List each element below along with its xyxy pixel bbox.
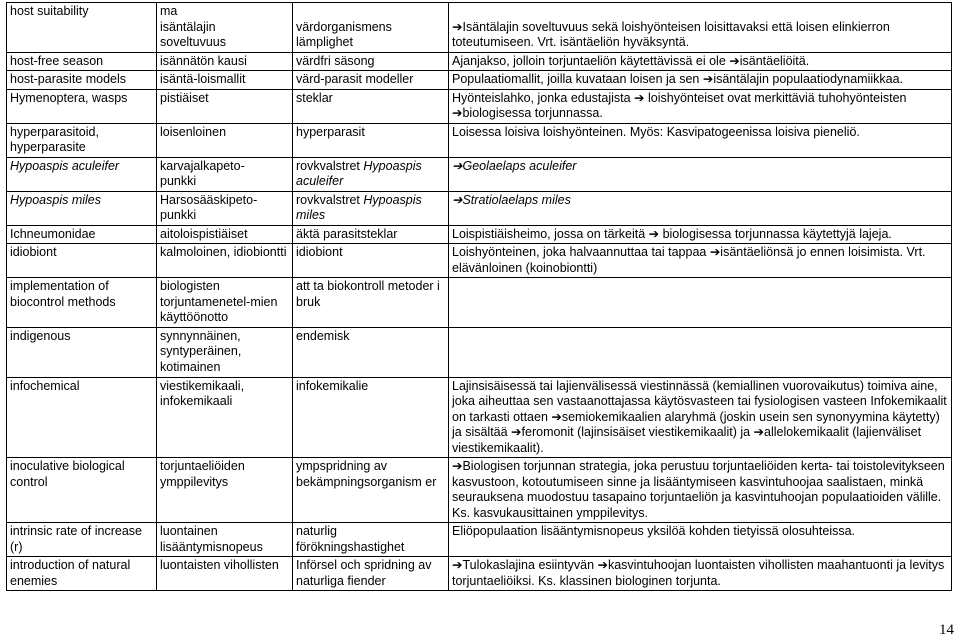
term-english: infochemical bbox=[7, 377, 157, 458]
glossary-row bbox=[7, 458, 952, 523]
term-swedish: ympspridning av bekämpningsorganism er bbox=[293, 458, 449, 523]
glossary-row bbox=[7, 52, 952, 71]
term-description: ➔Isäntälajin soveltuvuus sekä loishyönteisen loisittavaksi että loisen elinkierron toteutumiseen. Vrt. isäntäeliön hyväksyntä. bbox=[449, 3, 952, 53]
term-english: Hypoaspis aculeifer bbox=[7, 157, 157, 191]
term-swedish: rovkvalstret Hypoaspis aculeifer bbox=[293, 157, 449, 191]
term-swedish: rovkvalstret Hypoaspis miles bbox=[293, 191, 449, 225]
term-english: Hymenoptera, wasps bbox=[7, 89, 157, 123]
term-description: ➔Tulokaslajina esiintyvän ➔kasvintuhoojan luontaisten vihollisten maahantuonti ja levitys torjuntaeliöiksi. Ks. klassinen biologinen torjunta. bbox=[449, 557, 952, 591]
glossary-row bbox=[7, 244, 952, 278]
term-english: intrinsic rate of increase (r) bbox=[7, 523, 157, 557]
term-description: Loispistiäisheimo, jossa on tärkeitä ➔ biologisessa torjunnassa käytettyjä lajeja. bbox=[449, 225, 952, 244]
term-finnish: biologisten torjuntamenetel-mien käyttöönotto bbox=[157, 278, 293, 328]
glossary-row bbox=[7, 191, 952, 225]
glossary-row bbox=[7, 377, 952, 458]
page-number: 14 bbox=[939, 622, 954, 638]
glossary-row bbox=[7, 523, 952, 557]
term-description: Hyönteislahko, jonka edustajista ➔ loishyönteiset ovat merkittäviä tuhohyönteisten ➔biologisessa torjunnassa. bbox=[449, 89, 952, 123]
term-english: host-parasite models bbox=[7, 71, 157, 90]
glossary-body bbox=[7, 3, 952, 591]
term-swedish: hyperparasit bbox=[293, 123, 449, 157]
term-swedish: Införsel och spridning av naturliga fiender bbox=[293, 557, 449, 591]
term-swedish: steklar bbox=[293, 89, 449, 123]
term-finnish: viestikemikaali, infokemikaali bbox=[157, 377, 293, 458]
glossary-row bbox=[7, 278, 952, 328]
term-swedish: idiobiont bbox=[293, 244, 449, 278]
term-description bbox=[449, 278, 952, 328]
term-swedish: äktä parasitsteklar bbox=[293, 225, 449, 244]
term-finnish: ma isäntälajin soveltuvuus bbox=[157, 3, 293, 53]
term-description bbox=[449, 327, 952, 377]
term-finnish: karvajalkapeto- punkki bbox=[157, 157, 293, 191]
glossary-row bbox=[7, 327, 952, 377]
term-english: Hypoaspis miles bbox=[7, 191, 157, 225]
term-description: Loisessa loisiva loishyönteinen. Myös: Kasvipatogeenissa loisiva pieneliö. bbox=[449, 123, 952, 157]
term-description: Ajanjakso, jolloin torjuntaeliön käytettävissä ei ole ➔isäntäeliöitä. bbox=[449, 52, 952, 71]
term-english: idiobiont bbox=[7, 244, 157, 278]
glossary-row bbox=[7, 557, 952, 591]
term-english: host suitability bbox=[7, 3, 157, 53]
term-finnish: luontaisten vihollisten bbox=[157, 557, 293, 591]
term-description: ➔Geolaelaps aculeifer bbox=[449, 157, 952, 191]
term-english: implementation of biocontrol methods bbox=[7, 278, 157, 328]
glossary-row bbox=[7, 71, 952, 90]
term-english: introduction of natural enemies bbox=[7, 557, 157, 591]
term-english: host-free season bbox=[7, 52, 157, 71]
term-swedish: infokemikalie bbox=[293, 377, 449, 458]
term-description: Loishyönteinen, joka halvaannuttaa tai tappaa ➔isäntäeliönsä jo ennen loisimista. Vrt. elävänloinen (koinobiontti) bbox=[449, 244, 952, 278]
term-english: Ichneumonidae bbox=[7, 225, 157, 244]
term-swedish: naturlig förökningshastighet bbox=[293, 523, 449, 557]
term-description: Populaatiomallit, joilla kuvataan loisen ja sen ➔isäntälajin populaatiodynamiikkaa. bbox=[449, 71, 952, 90]
term-english: indigenous bbox=[7, 327, 157, 377]
term-description: Eliöpopulaation lisääntymisnopeus yksilöä kohden tietyissä olosuhteissa. bbox=[449, 523, 952, 557]
term-finnish: torjuntaeliöiden ymppilevitys bbox=[157, 458, 293, 523]
term-swedish: värd-parasit modeller bbox=[293, 71, 449, 90]
term-finnish: isäntä-loismallit bbox=[157, 71, 293, 90]
glossary-row bbox=[7, 157, 952, 191]
term-finnish: isännätön kausi bbox=[157, 52, 293, 71]
term-swedish: endemisk bbox=[293, 327, 449, 377]
term-description: Lajinsisäisessä tai lajienvälisessä viestinnässä (kemiallinen vuorovaikutus) toimiva aine, joka aiheuttaa sen vastaanottajassa käytösvasteen tai fysiologisen vasteen Infokemikaalit on tarkasti ottaen ➔semiokemikaalien alaryhmä (joskin usein sen synonyymina käytetty) ja sisältää ➔feromonit (lajinsisäiset viestikemikaalit) ja ➔allelokemikaalit (lajienväliset viestikemikaalit). bbox=[449, 377, 952, 458]
term-english: inoculative biological control bbox=[7, 458, 157, 523]
term-finnish: loisenloinen bbox=[157, 123, 293, 157]
glossary-table bbox=[6, 2, 952, 591]
term-finnish: synnynnäinen, syntyperäinen, kotimainen bbox=[157, 327, 293, 377]
term-finnish: pistiäiset bbox=[157, 89, 293, 123]
term-finnish: kalmoloinen, idiobiontti bbox=[157, 244, 293, 278]
term-description: ➔Stratiolaelaps miles bbox=[449, 191, 952, 225]
glossary-row bbox=[7, 3, 952, 53]
term-finnish: luontainen lisääntymisnopeus bbox=[157, 523, 293, 557]
term-swedish: värdfri säsong bbox=[293, 52, 449, 71]
glossary-row bbox=[7, 225, 952, 244]
term-swedish: att ta biokontroll metoder i bruk bbox=[293, 278, 449, 328]
glossary-row bbox=[7, 89, 952, 123]
term-description: ➔Biologisen torjunnan strategia, joka perustuu torjuntaeliöiden kerta- tai toistolevitykseen kasvustoon, kotoutumiseen sinne ja lisääntymiseen kasvintuhoojaa saalistaen, minkä seurauksena muodostuu tasapaino torjuntaeliön ja kasvintuhoojan populaatioiden välille. Ks. kasvukausittainen ymppilevitys. bbox=[449, 458, 952, 523]
term-finnish: Harsosääskipeto- punkki bbox=[157, 191, 293, 225]
term-swedish: värdorganismens lämplighet bbox=[293, 3, 449, 53]
glossary-row bbox=[7, 123, 952, 157]
term-finnish: aitoloispistiäiset bbox=[157, 225, 293, 244]
term-english: hyperparasitoid, hyperparasite bbox=[7, 123, 157, 157]
